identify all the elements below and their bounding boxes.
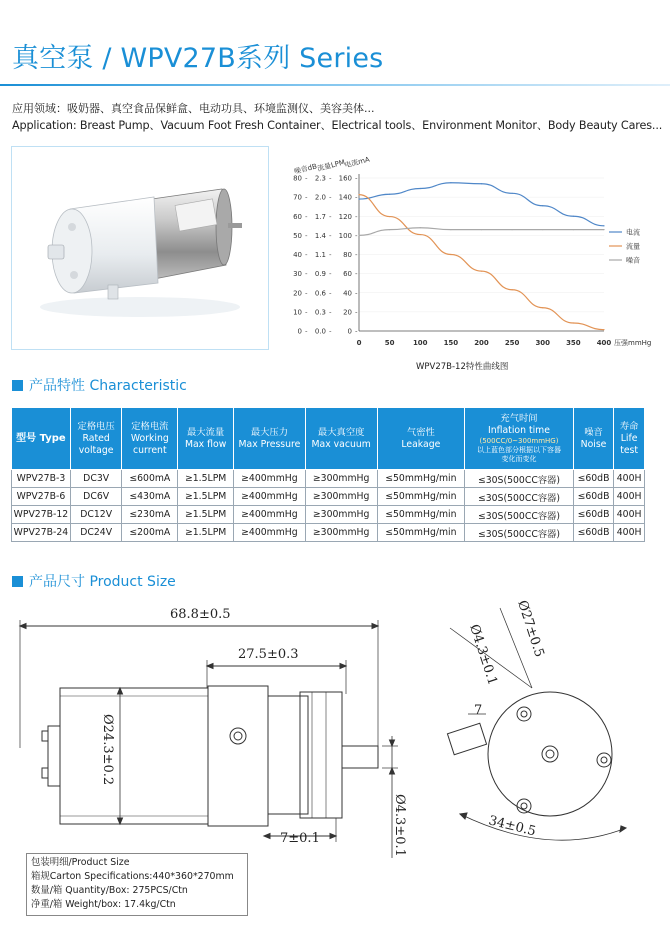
x-tick-label: 300 [535, 339, 551, 347]
data-point [420, 234, 421, 235]
table-cell: ≤60dB [573, 488, 613, 506]
data-point [450, 254, 451, 255]
y-tick-label: 20 [343, 308, 352, 317]
dim-body-diameter: Ø27±0.5 [514, 598, 547, 660]
table-row [12, 524, 645, 542]
page-title: 真空泵 / WPV27B系列 Series [12, 43, 384, 74]
data-point [603, 329, 604, 330]
characteristic-chart [276, 146, 670, 376]
table-cell: ≥400mmHg [234, 470, 306, 488]
y-tick-label: 0.3 [314, 308, 326, 317]
legend-label: 噪音 [626, 256, 640, 265]
dim-shaft-length: 7±0.1 [280, 831, 320, 846]
data-point [603, 229, 604, 230]
col-vacuum: 最大真空度 Max vacuum [305, 408, 377, 470]
product-photo [11, 146, 269, 350]
y-tick-label: 20 [293, 289, 302, 298]
x-tick-label: 100 [412, 339, 428, 347]
data-point [358, 198, 359, 199]
packing-quantity: 数量/箱 Quantity/Box: 275PCS/Ctn [31, 885, 188, 896]
y-tick-label: 60 [293, 212, 302, 221]
data-point [512, 229, 513, 230]
y-tick-label: 1.4 [314, 231, 326, 240]
table-cell: ≤60dB [573, 506, 613, 524]
table-cell: ≤50mmHg/min [377, 488, 465, 506]
characteristic-heading-text: 产品特性 Characteristic [29, 378, 187, 394]
tick-dash: - [305, 289, 308, 298]
table-cell: WPV27B-3 [12, 470, 71, 488]
tick-dash: - [305, 251, 308, 259]
dim-port-length: 7 [474, 703, 483, 718]
table-cell: ≤50mmHg/min [377, 524, 465, 542]
packing-box [26, 853, 248, 916]
tick-dash: - [355, 251, 358, 259]
table-cell: ≤50mmHg/min [377, 506, 465, 524]
tick-dash: - [355, 174, 358, 183]
tick-dash: - [329, 289, 332, 298]
data-point [603, 225, 604, 226]
title-divider [0, 84, 670, 86]
tick-dash: - [329, 231, 332, 240]
table-cell: WPV27B-6 [12, 488, 71, 506]
packing-carton: 箱规Carton Specifications:440*360*270mm [31, 871, 234, 882]
tick-dash: - [329, 193, 332, 202]
pump-illustration [12, 147, 268, 349]
tick-dash: - [329, 212, 332, 221]
x-tick-label: 250 [504, 339, 520, 347]
data-point [389, 194, 390, 195]
table-cell: ≥400mmHg [234, 506, 306, 524]
y-tick-label: 1.7 [314, 212, 326, 221]
data-point [420, 188, 421, 189]
packing-title: 包装明细/Product Size [31, 857, 130, 868]
tick-dash: - [329, 251, 332, 259]
table-cell: ≥1.5LPM [178, 488, 234, 506]
table-row [12, 470, 645, 488]
tick-dash: - [355, 270, 358, 279]
y-tick-label: 80 [293, 174, 302, 183]
data-point [573, 322, 574, 323]
x-tick-label: 350 [566, 339, 581, 347]
y-tick-label: 0 [347, 327, 352, 336]
col-leakage: 气密性 Leakage [377, 408, 465, 470]
table-cell: DC24V [70, 524, 122, 542]
data-point [573, 229, 574, 230]
table-cell: ≤600mA [122, 470, 178, 488]
table-cell: ≤60dB [573, 470, 613, 488]
table-cell: WPV27B-12 [12, 506, 71, 524]
section-bullet-icon [12, 576, 23, 587]
chart-title: WPV27B-12特性曲线图 [416, 362, 509, 372]
data-point [420, 227, 421, 228]
x-tick-label: 150 [443, 339, 459, 347]
data-point [512, 289, 513, 290]
characteristic-heading [12, 375, 187, 395]
table-cell: WPV27B-24 [12, 524, 71, 542]
data-point [542, 307, 543, 308]
table-cell: DC6V [70, 488, 122, 506]
tick-dash: - [305, 327, 308, 336]
table-cell: ≥300mmHg [305, 488, 377, 506]
packing-weight: 净重/箱 Weight/box: 17.4kg/Ctn [31, 899, 176, 910]
data-point [542, 205, 543, 206]
series-line-2 [359, 228, 604, 236]
y-tick-label: 50 [293, 231, 302, 240]
tick-dash: - [329, 174, 332, 183]
y-tick-label: 2.0 [314, 193, 326, 202]
y-tick-label: 1.1 [314, 251, 326, 259]
table-cell: ≤50mmHg/min [377, 470, 465, 488]
section-bullet-icon [12, 380, 23, 391]
y-axis-label: 噪音dB [293, 162, 318, 176]
tick-dash: - [305, 270, 308, 279]
table-cell: ≤30S(500CC容器) [465, 470, 574, 488]
table-cell: ≤230mA [122, 506, 178, 524]
y-tick-label: 0.0 [314, 327, 326, 336]
data-point [542, 229, 543, 230]
table-cell: ≥1.5LPM [178, 470, 234, 488]
size-heading-text: 产品尺寸 Product Size [29, 574, 176, 590]
col-noise: 噪音 Noise [573, 408, 613, 470]
table-cell: DC12V [70, 506, 122, 524]
table-cell: ≥400mmHg [234, 524, 306, 542]
dim-overall-length: 68.8±0.5 [170, 607, 231, 622]
table-cell: ≥400mmHg [234, 488, 306, 506]
y-tick-label: 80 [343, 251, 352, 259]
y-tick-label: 70 [293, 193, 302, 202]
col-voltage: 定格电压 Rated voltage [70, 408, 122, 470]
x-tick-label: 0 [356, 339, 362, 347]
table-cell: ≤60dB [573, 524, 613, 542]
table-cell: DC3V [70, 470, 122, 488]
table-cell: ≥1.5LPM [178, 506, 234, 524]
x-tick-label: 400 [596, 339, 612, 347]
y-tick-label: 40 [293, 251, 302, 259]
dim-mount: 34±0.5 [487, 813, 538, 840]
tick-dash: - [305, 231, 308, 240]
col-current: 定格电流 Working current [122, 408, 178, 470]
data-point [450, 229, 451, 230]
tick-dash: - [329, 308, 332, 317]
y-tick-label: 10 [293, 308, 302, 317]
legend-label: 流量 [626, 242, 640, 251]
data-point [358, 235, 359, 236]
table-cell: ≥300mmHg [305, 524, 377, 542]
data-point [481, 271, 482, 272]
data-point [358, 194, 359, 195]
table-cell: ≥300mmHg [305, 506, 377, 524]
table-cell: ≥1.5LPM [178, 524, 234, 542]
table-cell: ≥300mmHg [305, 470, 377, 488]
table-cell: 400H [614, 506, 645, 524]
data-point [389, 216, 390, 217]
col-inflation: 充气时间 Inflation time (500CC/0~300mmHG) 以上蓝色部分根据以下容器 变化而变化 [465, 408, 574, 470]
y-tick-label: 60 [343, 270, 352, 279]
col-pressure: 最大压力 Max Pressure [234, 408, 306, 470]
table-row [12, 506, 645, 524]
data-point [573, 216, 574, 217]
data-point [389, 229, 390, 230]
x-tick-label: 200 [474, 339, 489, 347]
y-tick-label: 0.9 [314, 270, 326, 279]
application-en: Application: Breast Pump、Vacuum Foot Fresh Container、Electrical tools、Environment Monitor、Body Beauty Cares... [12, 119, 663, 132]
y-axis-label: 电流mA [343, 155, 371, 170]
table-cell: ≤430mA [122, 488, 178, 506]
table-cell: 400H [614, 524, 645, 542]
dim-motor-diameter: Ø24.3±0.2 [100, 714, 115, 786]
characteristic-table [11, 407, 645, 542]
col-life: 寿命 Life test [614, 408, 645, 470]
table-cell: ≤30S(500CC容器) [465, 524, 574, 542]
tick-dash: - [305, 193, 308, 202]
data-point [481, 229, 482, 230]
dim-shaft-diameter: Ø4.3±0.1 [392, 794, 407, 857]
table-row [12, 488, 645, 506]
y-tick-label: 100 [338, 231, 352, 240]
table-cell: ≤30S(500CC容器) [465, 488, 574, 506]
tick-dash: - [305, 174, 308, 183]
tick-dash: - [355, 193, 358, 202]
data-point [512, 193, 513, 194]
table-cell: 400H [614, 470, 645, 488]
size-heading [12, 571, 176, 591]
col-type: 型号 Type [12, 408, 71, 470]
tick-dash: - [355, 289, 358, 298]
tick-dash: - [355, 308, 358, 317]
y-tick-label: 30 [293, 270, 302, 279]
tick-dash: - [305, 308, 308, 317]
tick-dash: - [355, 231, 358, 240]
tick-dash: - [355, 212, 358, 221]
front-view-drawing [420, 596, 670, 866]
y-axis-label: 流量LPM [316, 158, 346, 173]
tick-dash: - [355, 327, 358, 336]
y-tick-label: 0 [297, 327, 302, 336]
legend-label: 电流 [626, 228, 640, 237]
y-tick-label: 40 [343, 289, 352, 298]
tick-dash: - [329, 270, 332, 279]
tick-dash: - [329, 327, 332, 336]
y-tick-label: 140 [338, 193, 352, 202]
y-tick-label: 2.3 [314, 174, 326, 183]
table-cell: ≤200mA [122, 524, 178, 542]
dim-pump-length: 27.5±0.3 [238, 647, 299, 662]
x-axis-label: 压强mmHg [614, 339, 652, 347]
table-cell: 400H [614, 488, 645, 506]
application-cn: 应用领域：吸奶器、真空食品保鲜盒、电动功具、环境监测仪、美容美体... [12, 102, 375, 115]
col-flow: 最大流量 Max flow [178, 408, 234, 470]
x-tick-label: 50 [384, 339, 395, 347]
data-point [481, 183, 482, 184]
table-cell: ≤30S(500CC容器) [465, 506, 574, 524]
dim-port-diameter: Ø4.3±0.1 [466, 622, 500, 688]
side-view-drawing [0, 596, 420, 866]
data-point [450, 182, 451, 183]
y-tick-label: 120 [338, 212, 352, 221]
series-line-0 [359, 183, 604, 226]
y-tick-label: 0.6 [314, 289, 326, 298]
y-tick-label: 160 [338, 174, 352, 183]
tick-dash: - [305, 212, 308, 221]
